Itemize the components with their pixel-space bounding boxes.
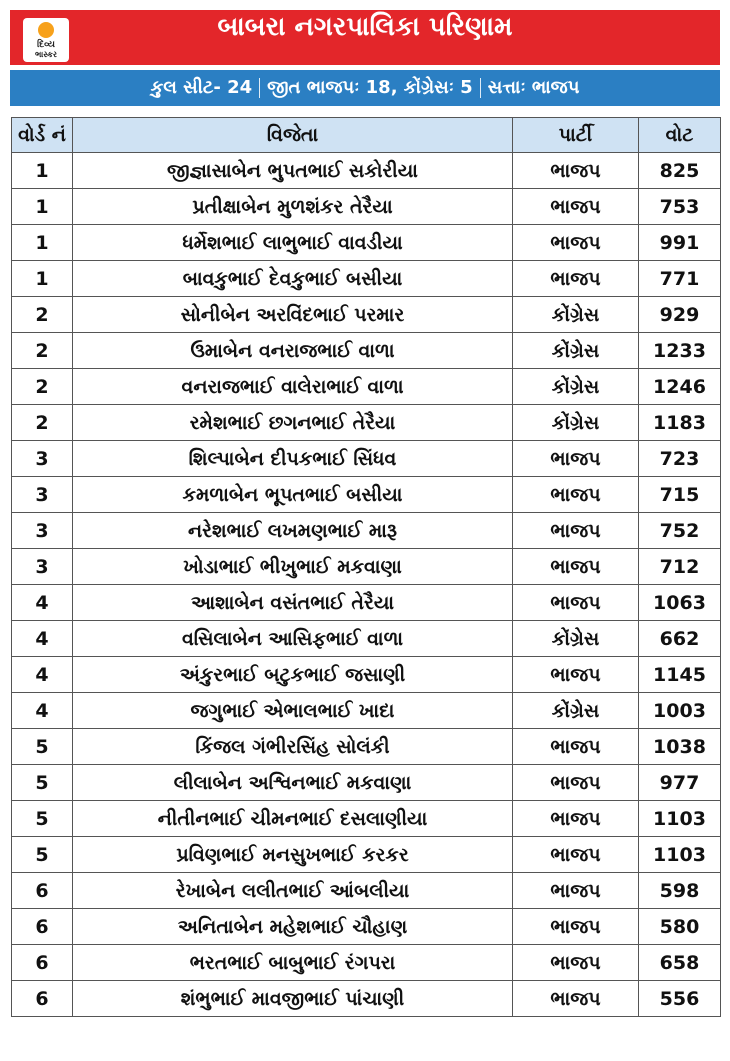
votes-cell: 580 bbox=[639, 909, 721, 945]
table-row bbox=[12, 405, 721, 441]
ruling-party: સત્તાઃ ભાજપ bbox=[487, 77, 580, 98]
table-row bbox=[12, 765, 721, 801]
votes-cell: 715 bbox=[639, 477, 721, 513]
party-cell: ભાજપ bbox=[513, 225, 639, 261]
ward-cell: 3 bbox=[12, 477, 73, 513]
logo-text-line2: ભાસ્કર bbox=[34, 50, 58, 59]
table-row bbox=[12, 693, 721, 729]
winner-cell: અનિતાબેન મહેશભાઈ ચૌહાણ bbox=[73, 909, 513, 945]
votes-cell: 1038 bbox=[639, 729, 721, 765]
votes-cell: 977 bbox=[639, 765, 721, 801]
table-row bbox=[12, 549, 721, 585]
votes-cell: 1145 bbox=[639, 657, 721, 693]
ward-cell: 5 bbox=[12, 801, 73, 837]
ward-cell: 1 bbox=[12, 261, 73, 297]
winner-cell: વનરાજભાઈ વાલેરાભાઈ વાળા bbox=[73, 369, 513, 405]
party-cell: ભાજપ bbox=[513, 765, 639, 801]
ward-cell: 1 bbox=[12, 225, 73, 261]
ward-cell: 6 bbox=[12, 981, 73, 1017]
winner-cell: રમેશભાઈ છગનભાઈ તેરૈયા bbox=[73, 405, 513, 441]
party-cell: ભાજપ bbox=[513, 189, 639, 225]
votes-cell: 1103 bbox=[639, 837, 721, 873]
party-cell: ભાજપ bbox=[513, 477, 639, 513]
table-header-row bbox=[12, 118, 721, 153]
header-winner: વિજેતા bbox=[73, 118, 513, 153]
party-cell: ભાજપ bbox=[513, 837, 639, 873]
votes-cell: 556 bbox=[639, 981, 721, 1017]
party-cell: કોંગ્રેસ bbox=[513, 405, 639, 441]
ward-cell: 4 bbox=[12, 657, 73, 693]
votes-cell: 662 bbox=[639, 621, 721, 657]
table-row bbox=[12, 297, 721, 333]
seat-wins: જીત ભાજપઃ 18, કોંગ્રેસઃ 5 bbox=[267, 77, 473, 98]
header-party: પાર્ટી bbox=[513, 118, 639, 153]
results-table bbox=[11, 117, 721, 1017]
ward-cell: 5 bbox=[12, 765, 73, 801]
party-cell: ભાજપ bbox=[513, 513, 639, 549]
total-seats: કુલ સીટ- 24 bbox=[150, 77, 253, 98]
divider bbox=[259, 78, 260, 98]
votes-cell: 723 bbox=[639, 441, 721, 477]
votes-cell: 1003 bbox=[639, 693, 721, 729]
ward-cell: 1 bbox=[12, 153, 73, 189]
party-cell: ભાજપ bbox=[513, 945, 639, 981]
table-row bbox=[12, 441, 721, 477]
ward-cell: 6 bbox=[12, 873, 73, 909]
ward-cell: 4 bbox=[12, 585, 73, 621]
votes-cell: 1063 bbox=[639, 585, 721, 621]
page-title: બાબરા નગરપાલિકા પરિણામ bbox=[217, 12, 513, 42]
winner-cell: પ્રતીક્ષાબેન મુળશંકર તેરૈયા bbox=[73, 189, 513, 225]
table-body bbox=[12, 153, 721, 1017]
winner-cell: શિલ્પાબેન દીપકભાઈ સિંધવ bbox=[73, 441, 513, 477]
table-row bbox=[12, 621, 721, 657]
table-row bbox=[12, 729, 721, 765]
votes-cell: 753 bbox=[639, 189, 721, 225]
ward-cell: 2 bbox=[12, 333, 73, 369]
ward-cell: 4 bbox=[12, 693, 73, 729]
summary-bar bbox=[10, 70, 720, 106]
ward-cell: 2 bbox=[12, 369, 73, 405]
winner-cell: બાવકુભાઈ દેવકુભાઈ બસીયા bbox=[73, 261, 513, 297]
votes-cell: 771 bbox=[639, 261, 721, 297]
winner-cell: નરેશભાઈ લખમણભાઈ મારૂ bbox=[73, 513, 513, 549]
ward-cell: 2 bbox=[12, 405, 73, 441]
winner-cell: પ્રવિણભાઈ મનસુખભાઈ કરકર bbox=[73, 837, 513, 873]
table-row bbox=[12, 585, 721, 621]
table-row bbox=[12, 225, 721, 261]
table-row bbox=[12, 873, 721, 909]
votes-cell: 598 bbox=[639, 873, 721, 909]
table-row bbox=[12, 333, 721, 369]
votes-cell: 1246 bbox=[639, 369, 721, 405]
ward-cell: 3 bbox=[12, 549, 73, 585]
table-row bbox=[12, 153, 721, 189]
winner-cell: ખોડાભાઈ ભીખુભાઈ મકવાણા bbox=[73, 549, 513, 585]
winner-cell: રેખાબેન લલીતભાઈ આંબલીયા bbox=[73, 873, 513, 909]
party-cell: ભાજપ bbox=[513, 441, 639, 477]
winner-cell: કિંજલ ગંભીરસિંહ સોલંકી bbox=[73, 729, 513, 765]
winner-cell: નીતીનભાઈ ચીમનભાઈ દસલાણીયા bbox=[73, 801, 513, 837]
table-row bbox=[12, 909, 721, 945]
winner-cell: ભરતભાઈ બાબુભાઈ રંગપરા bbox=[73, 945, 513, 981]
winner-cell: ઉમાબેન વનરાજભાઈ વાળા bbox=[73, 333, 513, 369]
winner-cell: સોનીબેન અરવિંદભાઈ પરમાર bbox=[73, 297, 513, 333]
header-votes: વોટ bbox=[639, 118, 721, 153]
ward-cell: 1 bbox=[12, 189, 73, 225]
party-cell: કોંગ્રેસ bbox=[513, 297, 639, 333]
votes-cell: 1233 bbox=[639, 333, 721, 369]
votes-cell: 752 bbox=[639, 513, 721, 549]
winner-cell: વસિલાબેન આસિફભાઈ વાળા bbox=[73, 621, 513, 657]
ward-cell: 3 bbox=[12, 441, 73, 477]
party-cell: ભાજપ bbox=[513, 873, 639, 909]
ward-cell: 5 bbox=[12, 729, 73, 765]
ward-cell: 3 bbox=[12, 513, 73, 549]
ward-cell: 5 bbox=[12, 837, 73, 873]
logo-text-line1: દિવ્ય bbox=[37, 40, 55, 50]
table-row bbox=[12, 801, 721, 837]
winner-cell: લીલાબેન અશ્વિનભાઈ મકવાણા bbox=[73, 765, 513, 801]
party-cell: ભાજપ bbox=[513, 657, 639, 693]
winner-cell: અંકુરભાઈ બટુકભાઈ જસાણી bbox=[73, 657, 513, 693]
divider bbox=[480, 78, 481, 98]
winner-cell: આશાબેન વસંતભાઈ તેરૈયા bbox=[73, 585, 513, 621]
winner-cell: જીજ્ઞાસાબેન ભુપતભાઈ સકોરીયા bbox=[73, 153, 513, 189]
winner-cell: જગુભાઈ એભાલભાઈ ખાદા bbox=[73, 693, 513, 729]
votes-cell: 1103 bbox=[639, 801, 721, 837]
party-cell: ભાજપ bbox=[513, 585, 639, 621]
votes-cell: 712 bbox=[639, 549, 721, 585]
ward-cell: 6 bbox=[12, 909, 73, 945]
party-cell: કોંગ્રેસ bbox=[513, 333, 639, 369]
table-row bbox=[12, 657, 721, 693]
party-cell: ભાજપ bbox=[513, 981, 639, 1017]
party-cell: કોંગ્રેસ bbox=[513, 621, 639, 657]
votes-cell: 825 bbox=[639, 153, 721, 189]
party-cell: ભાજપ bbox=[513, 909, 639, 945]
table-row bbox=[12, 945, 721, 981]
party-cell: ભાજપ bbox=[513, 549, 639, 585]
table-row bbox=[12, 261, 721, 297]
table-row bbox=[12, 837, 721, 873]
votes-cell: 1183 bbox=[639, 405, 721, 441]
ward-cell: 4 bbox=[12, 621, 73, 657]
party-cell: ભાજપ bbox=[513, 261, 639, 297]
party-cell: ભાજપ bbox=[513, 153, 639, 189]
ward-cell: 2 bbox=[12, 297, 73, 333]
table-row bbox=[12, 477, 721, 513]
table-row bbox=[12, 189, 721, 225]
table-row bbox=[12, 369, 721, 405]
votes-cell: 658 bbox=[639, 945, 721, 981]
ward-cell: 6 bbox=[12, 945, 73, 981]
winner-cell: કમળાબેન ભૂપતભાઈ બસીયા bbox=[73, 477, 513, 513]
votes-cell: 929 bbox=[639, 297, 721, 333]
winner-cell: શંભુભાઈ માવજીભાઈ પાંચાણી bbox=[73, 981, 513, 1017]
party-cell: કોંગ્રેસ bbox=[513, 369, 639, 405]
winner-cell: ધર્મેશભાઈ લાભુભાઈ વાવડીયા bbox=[73, 225, 513, 261]
header-ward: વોર્ડ નં bbox=[12, 118, 73, 153]
party-cell: ભાજપ bbox=[513, 801, 639, 837]
table-row bbox=[12, 513, 721, 549]
votes-cell: 991 bbox=[639, 225, 721, 261]
table-row bbox=[12, 981, 721, 1017]
party-cell: કોંગ્રેસ bbox=[513, 693, 639, 729]
party-cell: ભાજપ bbox=[513, 729, 639, 765]
